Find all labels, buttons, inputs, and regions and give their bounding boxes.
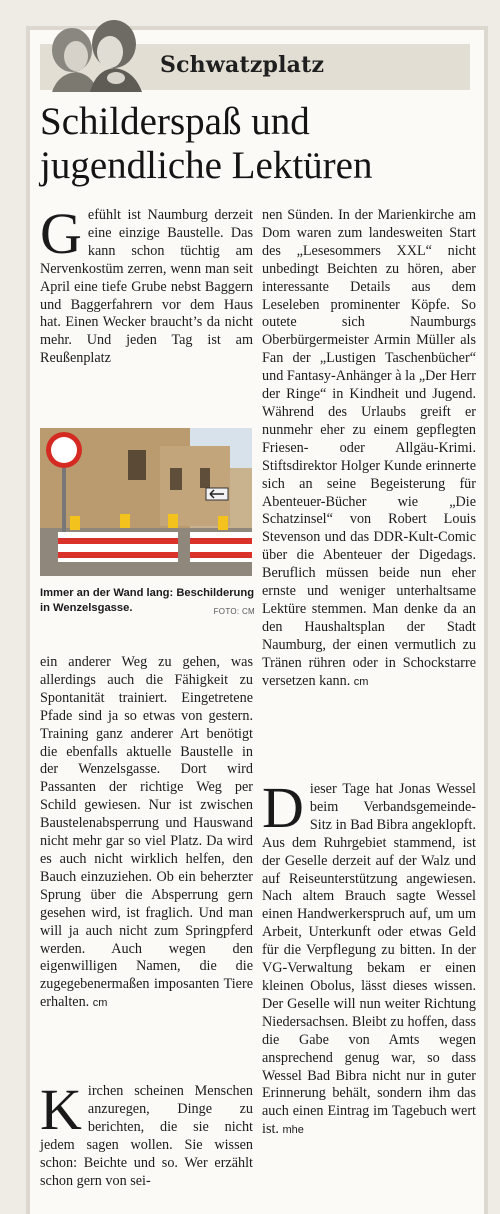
dropcap: K <box>40 1077 82 1142</box>
photo-credit: FOTO: CM <box>213 607 255 616</box>
article2-column2 <box>262 207 476 691</box>
article3-author: mhe <box>282 1124 304 1137</box>
page-border-right <box>484 26 488 1214</box>
article1-author: cm <box>92 997 108 1010</box>
article2-column1 <box>40 1077 253 1190</box>
article2-text-part1: irchen scheinen Menschen anzuregen, Dinge zu berichten, die sie nicht jedem sagen wollen. Sie wissen schon: Beichte und so. Wer erzählt schon gern von sei- <box>40 1083 253 1189</box>
caption-text: Immer an der Wand lang: Beschilderung in Wenzelsgasse. <box>40 587 255 614</box>
photo-caption <box>40 586 255 619</box>
page-border-left <box>26 26 30 1214</box>
dropcap: D <box>262 775 304 840</box>
rubric-title: Schwatzplatz <box>160 52 325 78</box>
headline: Schilderspaß und jugendliche Lektüren <box>40 100 373 187</box>
article2-author: cm <box>353 675 369 688</box>
dropcap: G <box>40 201 82 266</box>
gossiping-women-icon <box>40 14 150 92</box>
article1-column1 <box>40 201 253 368</box>
article1-text-part2: ein anderer Weg zu gehen, was allerdings auch die Fähigkeit zu Spontanität trainiert. Eingetretene Pfade sind ja so etwas von gestern. Training ganz anderer Art benötigt die ebenfalls aktuelle Baustelle in der Wenzelsgasse. Dort wird Passanten der richtige Weg per Schild gewiesen. Nur ist zwischen Baustelenabsperrung und Hauswand nicht mehr gar so viel Platz. Da wird es auch nicht wirklich helfen, den Bauch einzuziehen. Ob ein beherzter Sprung über die Absperrung gern gesehen wird, ist fraglich. Und man will ja auch nicht zum Springpferd werden. Auch wegen den eigenwilligen Namen, die die zugegebenermaßen imposanten Tiere erhalten. <box>40 654 253 1011</box>
construction-photo <box>40 428 252 576</box>
article3-text: ieser Tage hat Jonas Wessel beim Verbandsgemeinde-Sitz in Bad Bibra angeklopft. Aus dem Ruhrgebiet stammend, ist der Geselle derzeit auf der Walz und auf Reiseunterstützung angewiesen. Nach altem Brauch sagte Wessel einen Handwerkerspruch auf, um um Arbeit, Unterkunft oder etwas Geld für die Verpflegung zu bitten. In der VG-Verwaltung bekam er einen kleinen Obolus, lässt dieses wissen. Der Geselle will nun weiter Richtung Niedersachsen. Bleibt zu hoffen, dass die Gabe von Amts wegen ansprechend genug war, so dass Wessel Bad Bibra nicht nur in guter Erinnerung behält, sondern ihm das auch einen Eintrag im Tagebuch wert ist. <box>262 781 476 1138</box>
article1-column2 <box>40 654 253 1013</box>
article3-column <box>262 775 476 1140</box>
article2-text-part2: nen Sünden. In der Marienkirche am Dom waren zum landesweiten Start des „Lesesommers XXL“ nicht unbedingt Beichten zu hören, aber interessante Details aus dem Leseleben prominenter Köpfe. So outete sich Naumburgs Oberbürgermeister Armin Müller als Fan der „Lustigen Taschenbücher“ und Fantasy-Anhänger à la „Der Herr der Ringe“ in Kindheit und Jugend. Während des Urlaubs greift er nunmehr eher zu einem gepflegten Friesen- oder Allgäu-Krimi. Stiftsdirektor Holger Kunde erinnerte sich an seine Begeisterung für Abenteuer-Bücher wie „Die Schatzinsel“ von Robert Louis Stevenson und das DDR-Kult-Comic über die Abenteuer der Digedags. Beruflich müssen beide nun eher ernste und weniger unterhaltsame Lektüre stemmen. Man denke da an den Haushaltsplan der Stadt Naumburg, der einen vermutlich zu Tränen rühren oder in Schockstarre versetzen kann. <box>262 207 476 689</box>
article1-text-part1: efühlt ist Naumburg derzeit eine einzige Baustelle. Das kann schon tüchtig am Nervenkostüm zerren, wenn man seit April eine tiefe Grube nebst Baggern und Baggerfahrern vor dem Haus hat. Einen Wecker braucht’s da nicht mehr. Und jeden Tag ist am Reußenplatz <box>40 207 253 367</box>
